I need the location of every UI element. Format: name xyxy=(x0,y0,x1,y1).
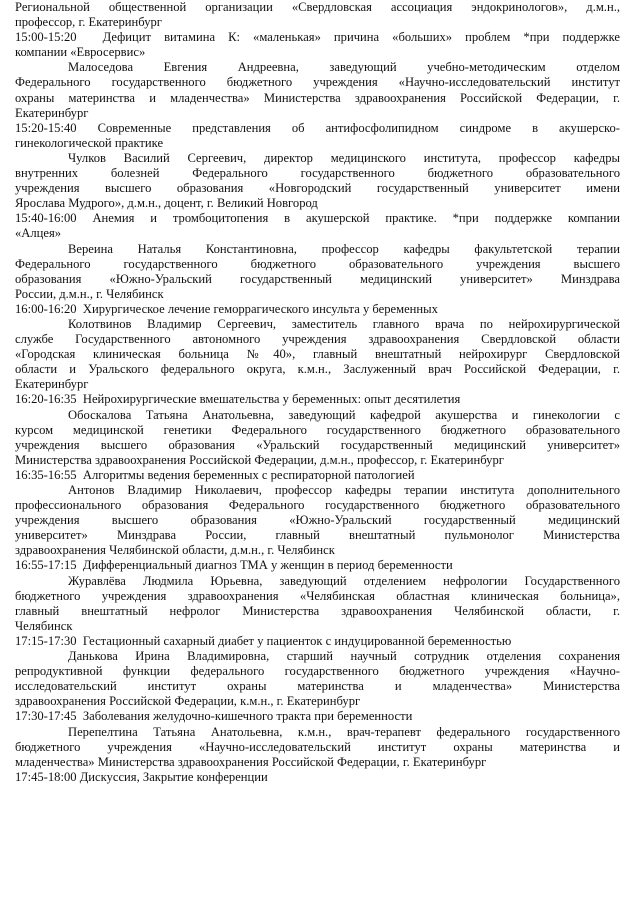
speaker-info: бюджетного учреждения здравоохранения «Челябинская областная клиническая больница», xyxy=(15,588,620,603)
speaker-info: Журавлёва Людмила Юрьевна, заведующий отделением нефрологии Государственного xyxy=(68,573,620,588)
speaker-info: учреждения высшего образования «Южно-Уральский государственный медицинский xyxy=(15,513,620,528)
speaker-info: Екатеринбург xyxy=(15,105,89,120)
speaker-info: Обоскалова Татьяна Анатольевна, заведующий кафедрой акушерства и гинекологии с xyxy=(68,407,620,422)
talk-title: 17:15-17:30 Гестационный сахарный диабет у пациенток с индуцированной беременностью xyxy=(15,633,512,648)
speaker-info: Перепелтина Татьяна Анатольевна, к.м.н., врач-терапевт федерального государственного xyxy=(68,724,620,739)
speaker-info: охраны материнства и младенчества» Министерства здравоохранения Российской Федерации, г. xyxy=(15,90,620,105)
program-item xyxy=(15,709,620,769)
speaker-info: университет» Минздрава России, главный внештатный пульмонолог Министерства xyxy=(15,528,620,543)
program-item xyxy=(15,468,620,559)
speaker-info: Антонов Владимир Николаевич, профессор кафедры терапии института дополнительного xyxy=(68,483,620,497)
intro-paragraph xyxy=(15,0,620,30)
speaker-info: младенчества» Министерства здравоохранения Российской Федерации, г. Екатеринбург xyxy=(15,754,487,769)
program-item xyxy=(15,121,620,212)
talk-title: 17:30-17:45 Заболевания желудочно-кишечного тракта при беременности xyxy=(15,709,413,724)
speaker-info: Федерального государственного бюджетного учреждения «Научно-исследовательский институт xyxy=(15,75,620,90)
talk-title: «Алцея» xyxy=(15,226,62,241)
speaker-info: здравоохранения Челябинской области, д.м.н., г. Челябинск xyxy=(15,543,335,558)
speaker-info: Ярослава Мудрого», д.м.н., доцент, г. Великий Новгород xyxy=(15,196,318,211)
program-item xyxy=(15,558,620,633)
program-page xyxy=(15,0,620,785)
program-item xyxy=(15,392,620,467)
speaker-info: Вереина Наталья Константиновна, профессор кафедры факультетской терапии xyxy=(68,241,620,256)
program-item xyxy=(15,302,620,393)
speaker-info: Министерства здравоохранения Российской Федерации, д.м.н., профессор, г. Екатеринбург xyxy=(15,452,504,467)
talk-title: гинекологической практике xyxy=(15,135,164,150)
talk-title: 15:20-15:40 Современные представления об антифосфолипидном синдроме в акушерско- xyxy=(15,120,620,135)
speaker-info: России, д.м.н., г. Челябинск xyxy=(15,286,164,301)
speaker-info: здравоохранения Российской Федерации, к.м.н., г. Екатеринбург xyxy=(15,694,361,709)
speaker-info: курсом медицинской генетики Федерального государственного бюджетного образовательного xyxy=(15,422,620,437)
program-item xyxy=(15,634,620,709)
talk-title: 16:55-17:15 Дифференциальный диагноз ТМА у женщин в период беременности xyxy=(15,558,453,573)
speaker-info: репродуктивной функции федерального государственного бюджетного учреждения «Научно- xyxy=(15,664,620,679)
speaker-info: службе Государственного автономного учреждения здравоохранения Свердловской области xyxy=(15,332,620,347)
speaker-info: Федерального государственного бюджетного образовательного учреждения высшего xyxy=(15,256,620,271)
speaker-info: Малоседова Евгения Андреевна, заведующий учебно-методическим отделом xyxy=(68,60,620,75)
speaker-info: Колотвинов Владимир Сергеевич, заместитель главного врача по нейрохирургической xyxy=(68,316,620,331)
speaker-info: бюджетного учреждения «Научно-исследовательский институт охраны материнства и xyxy=(15,739,620,754)
speaker-info: Данькова Ирина Владимировна, старший научный сотрудник отделения сохранения xyxy=(68,649,620,664)
speaker-info: области и Уральского федерального округа, к.м.н., Заслуженный врач Российской Федерации, г. xyxy=(15,362,620,377)
program-item xyxy=(15,211,620,302)
talk-title: 16:00-16:20 Хирургическое лечение геморрагического инсульта у беременных xyxy=(15,301,438,316)
speaker-info: образования «Южно-Уральский государственный медицинский университет» Минздрава xyxy=(15,271,620,286)
speaker-info: учреждения высшего образования «Новгородский государственный университет имени xyxy=(15,181,620,196)
talk-title: 16:35-16:55 Алгоритмы ведения беременных с респираторной патологией xyxy=(15,467,415,482)
speaker-info: учреждения высшего образования «Уральский государственный медицинский университет» xyxy=(15,437,620,452)
closing-item: 17:45-18:00 Дискуссия, Закрытие конференции xyxy=(15,769,268,784)
speaker-info: Чулков Василий Сергеевич, директор медицинского института, профессор кафедры xyxy=(68,150,620,165)
speaker-info: исследовательский институт охраны материнства и младенчества» Министерства xyxy=(15,679,620,694)
speaker-info: Челябинск xyxy=(15,618,73,633)
talk-title: 15:40-16:00 Анемия и тромбоцитопения в акушерской практике. *при поддержке компании xyxy=(15,211,620,226)
program-item xyxy=(15,30,620,121)
intro-line: Региональной общественной организации «Свердловская ассоциация эндокринологов», д.м.н., xyxy=(15,0,620,14)
speaker-info: внутренних болезней Федерального государственного бюджетного образовательного xyxy=(15,166,620,181)
speaker-info: профессионального образования Федерального государственного бюджетного образовательного xyxy=(15,498,620,513)
intro-line: профессор, г. Екатеринбург xyxy=(15,15,162,30)
speaker-info: Екатеринбург xyxy=(15,377,89,392)
talk-title: компании «Евросервис» xyxy=(15,45,146,60)
talk-title: 16:20-16:35 Нейрохирургические вмешательства у беременных: опыт десятилетия xyxy=(15,392,461,407)
speaker-info: главный внештатный нефролог Министерства здравоохранения Челябинской области, г. xyxy=(15,603,620,618)
talk-title: 15:00-15:20 Дефицит витамина К: «маленькая» причина «больших» проблем *при поддержке xyxy=(15,30,620,45)
speaker-info: «Городская клиническая больница №40», главный внештатный нейрохирург Свердловской xyxy=(15,347,620,362)
